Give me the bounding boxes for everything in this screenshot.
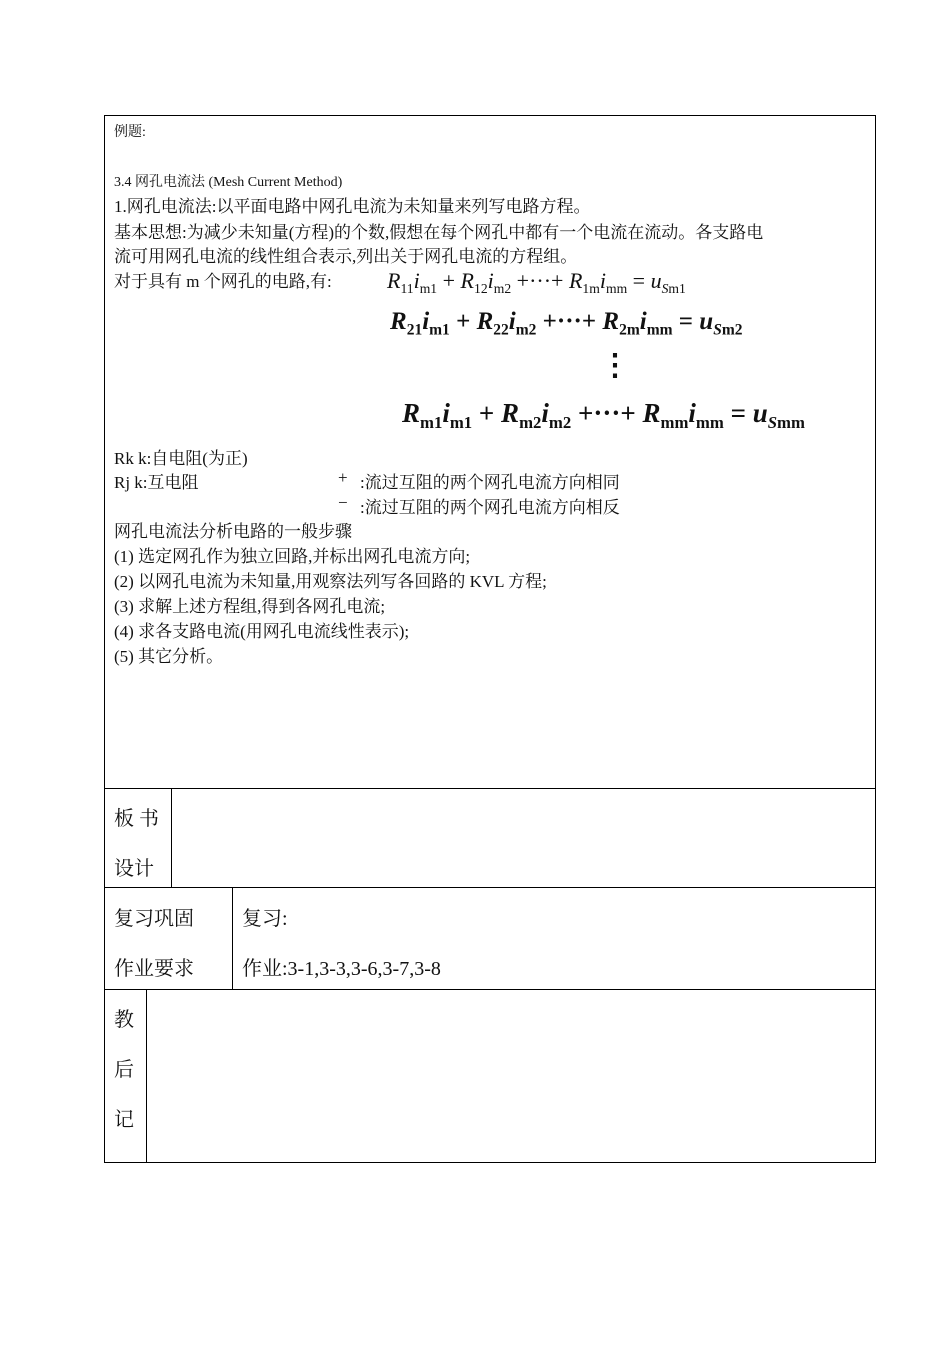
row-divider-postscript [104,989,876,990]
postscript-label-char-3: 记 [114,1109,134,1131]
mutual-resistance-text: Rj k:互电阻 [114,473,199,492]
row-divider-board [104,788,876,789]
steps-heading: 网孔电流法分析电路的一般步骤 [114,522,352,541]
step-item: (1) 选定网孔作为独立回路,并标出网孔电流方向; [114,547,471,566]
plus-sign: + [338,468,348,487]
review-text: 复习: [242,908,288,930]
step-item: (5) 其它分析。 [114,647,224,666]
board-design-label-2: 设计 [114,858,154,880]
mesh-equation-m: $R_{m1}i_{m1} + R_{m2}i_{m2}$ +···+ $R_{mm}i_{mm} = u_{Smm}$ [402,398,805,432]
equation-vertical-dots: ⋮ [600,349,630,382]
col-divider-review [232,887,233,989]
mesh-equation-2: $R_{21}i_{m1} + R_{22}i_{m2}$ +···+ $R_{2m}i_{mm} = u_{Sm2}$ [390,308,743,339]
step-item: (4) 求各支路电流(用网孔电流线性表示); [114,622,410,641]
col-divider-postscript [146,989,147,1163]
basic-idea-line-2: 流可用网孔电流的线性组合表示,列出关于网孔电流的方程组。 [114,247,578,266]
basic-idea-line-1: 基本思想:为减少未知量(方程)的个数,假想在每个网孔中都有一个电流在流动。各支路电 [114,223,764,242]
board-design-label-1: 板 书 [114,808,159,830]
section-title: 3.4 网孔电流法 (Mesh Current Method) [114,175,343,190]
step-item: (3) 求解上述方程组,得到各网孔电流; [114,597,386,616]
self-resistance-text: Rk k:自电阻(为正) [114,449,248,468]
minus-rule-text: :流过互阻的两个网孔电流方向相反 [360,498,620,517]
minus-sign: − [338,493,348,512]
definition-text: 1.网孔电流法:以平面电路中网孔电流为未知量来列写电路方程。 [114,197,591,216]
homework-label: 作业要求 [114,958,194,980]
plus-rule-text: :流过互阻的两个网孔电流方向相同 [360,473,620,492]
postscript-label-char-1: 教 [114,1009,134,1031]
example-label: 例题: [114,125,146,140]
postscript-label-char-2: 后 [114,1059,134,1081]
col-divider-board [171,788,172,887]
step-item: (2) 以网孔电流为未知量,用观察法列写各回路的 KVL 方程; [114,572,547,591]
review-label: 复习巩固 [114,908,194,930]
homework-text: 作业:3-1,3-3,3-6,3-7,3-8 [242,958,441,980]
mesh-equation-1: $R_{11}i_{m1} + R_{12}i_{m2}$ +···+ $R_{1m}i_{mm} = u_{Sm1}$ [387,268,686,296]
mesh-intro-text: 对于具有 m 个网孔的电路,有: [114,272,332,291]
row-divider-review [104,887,876,888]
